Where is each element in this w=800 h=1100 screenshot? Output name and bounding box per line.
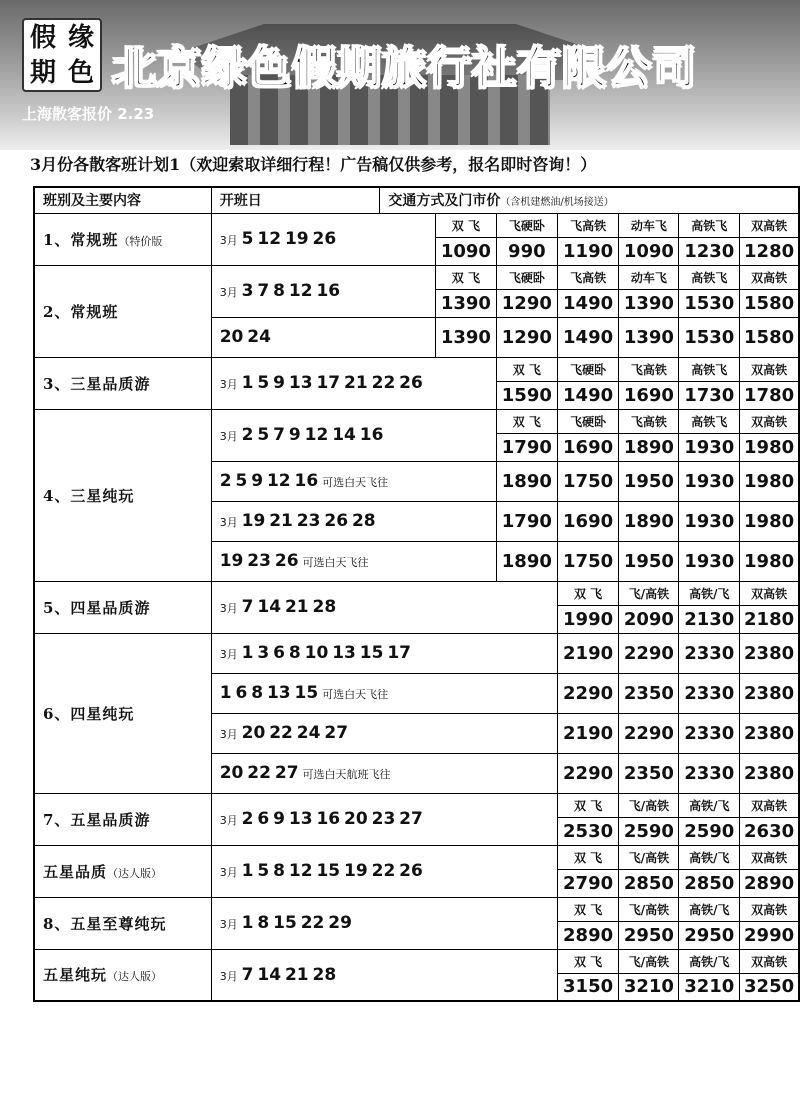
- transport-label: 双 飞: [557, 949, 619, 973]
- price-cell: 1930: [679, 433, 740, 461]
- price-cell: 2290: [557, 753, 619, 793]
- date-note: 可选白天飞往: [322, 688, 389, 701]
- table-row: [34, 409, 799, 433]
- price-cell: 2630: [740, 817, 799, 845]
- month-label: 3月: [219, 378, 238, 391]
- price-cell: 2350: [619, 753, 679, 793]
- price-cell: 1090: [435, 237, 496, 265]
- price-cell: 1580: [740, 289, 799, 317]
- start-dates: [211, 213, 435, 265]
- price-cell: 2330: [679, 673, 740, 713]
- month-label: 3月: [219, 814, 238, 827]
- header-note: （含机建燃油/机场接送）: [500, 197, 614, 209]
- start-dates: [211, 793, 557, 845]
- price-cell: 1750: [557, 541, 619, 581]
- price-cell: 1980: [740, 541, 799, 581]
- transport-label: 高铁飞: [679, 409, 740, 433]
- price-cell: 2290: [619, 633, 679, 673]
- transport-label: 高铁/飞: [679, 581, 740, 605]
- header-start-date: 开班日: [211, 187, 380, 213]
- price-cell: 1890: [619, 501, 679, 541]
- transport-label: 双 飞: [496, 357, 557, 381]
- transport-label: 飞硬卧: [496, 213, 557, 237]
- transport-label: 双高铁: [740, 949, 799, 973]
- transport-label: 高铁/飞: [679, 845, 740, 869]
- course-name: [34, 213, 211, 265]
- transport-label: 双 飞: [435, 213, 496, 237]
- table-row: [34, 357, 799, 381]
- price-cell: 1690: [557, 433, 619, 461]
- transport-label: 双高铁: [740, 897, 799, 921]
- course-name: [34, 949, 211, 1001]
- price-cell: 1980: [740, 461, 799, 501]
- transport-label: 高铁/飞: [679, 897, 740, 921]
- start-dates: [211, 845, 557, 897]
- course-note: （达人版）: [107, 866, 163, 880]
- header-banner: [0, 0, 800, 150]
- price-table: [33, 186, 800, 1002]
- date-note: 可选白天航班飞往: [302, 768, 391, 781]
- date-list: 19 23 26: [219, 551, 299, 571]
- transport-label: 飞/高铁: [619, 897, 679, 921]
- price-cell: 1890: [496, 541, 557, 581]
- price-cell: 2330: [679, 713, 740, 753]
- price-cell: 2890: [557, 921, 619, 949]
- start-dates: [211, 753, 557, 793]
- price-cell: 1390: [435, 289, 496, 317]
- date-list: 5 12 19 26: [241, 229, 337, 249]
- transport-label: 双 飞: [496, 409, 557, 433]
- table-header-row: [34, 187, 799, 213]
- course-name-text: 五星纯玩: [43, 966, 108, 985]
- course-name-text: 五星品质: [43, 862, 108, 881]
- price-cell: 2590: [619, 817, 679, 845]
- price-cell: 1790: [496, 433, 557, 461]
- price-cell: 2380: [740, 753, 799, 793]
- date-list: 1 3 6 8 10 13 15 17: [241, 643, 412, 663]
- price-cell: 2190: [557, 633, 619, 673]
- price-cell: 1930: [679, 461, 740, 501]
- price-cell: 2530: [557, 817, 619, 845]
- course-name: [34, 265, 211, 357]
- price-cell: 1530: [679, 317, 740, 357]
- date-note: 可选白天飞往: [302, 556, 369, 569]
- transport-label: 飞硬卧: [557, 409, 619, 433]
- date-list: 2 5 9 12 16: [219, 471, 319, 491]
- table-row: [34, 949, 799, 973]
- transport-label: 高铁/飞: [679, 949, 740, 973]
- transport-label: 高铁飞: [679, 265, 740, 289]
- quote-subtitle: 上海散客报价 2.23: [22, 105, 155, 123]
- course-name-text: 1、常规班: [43, 230, 119, 249]
- start-dates: [211, 581, 557, 633]
- start-dates: [211, 317, 435, 357]
- price-cell: 1290: [496, 289, 557, 317]
- start-dates: [211, 897, 557, 949]
- price-cell: 1980: [740, 501, 799, 541]
- price-cell: 1490: [557, 289, 619, 317]
- price-cell: 1190: [557, 237, 619, 265]
- start-dates: [211, 673, 557, 713]
- course-name-text: 3、三星品质游: [43, 374, 151, 393]
- transport-label: 双高铁: [740, 265, 799, 289]
- transport-label: 双 飞: [557, 845, 619, 869]
- price-cell: 1090: [619, 237, 679, 265]
- transport-label: 飞硬卧: [496, 265, 557, 289]
- date-list: 19 21 23 26 28: [241, 511, 376, 531]
- price-cell: 3210: [619, 973, 679, 1001]
- price-cell: 1790: [496, 501, 557, 541]
- course-note: （特价版: [118, 234, 163, 248]
- price-cell: 1390: [619, 317, 679, 357]
- price-cell: 2290: [557, 673, 619, 713]
- course-name-text: 7、五星品质游: [43, 810, 151, 829]
- table-row: [34, 897, 799, 921]
- date-list: 1 8 15 22 29: [241, 913, 352, 933]
- course-name: [34, 897, 211, 949]
- logo-char: 缘: [67, 22, 94, 53]
- price-cell: 1950: [619, 461, 679, 501]
- transport-label: 高铁飞: [679, 213, 740, 237]
- price-cell: 2330: [679, 633, 740, 673]
- price-cell: 2890: [740, 869, 799, 897]
- start-dates: [211, 541, 496, 581]
- transport-label: 双 飞: [435, 265, 496, 289]
- price-cell: 2850: [619, 869, 679, 897]
- course-name-text: 4、三星纯玩: [43, 486, 135, 505]
- price-cell: 2850: [679, 869, 740, 897]
- date-list: 20 22 24 27: [241, 723, 349, 743]
- transport-label: 双高铁: [740, 357, 799, 381]
- price-cell: 2290: [619, 713, 679, 753]
- transport-label: 双高铁: [740, 213, 799, 237]
- date-list: 1 6 8 13 15: [219, 683, 319, 703]
- course-name: [34, 845, 211, 897]
- start-dates: [211, 633, 557, 673]
- date-list: 2 5 7 9 12 14 16: [241, 425, 384, 445]
- transport-label: 飞高铁: [619, 409, 679, 433]
- price-cell: 2380: [740, 713, 799, 753]
- price-cell: 2190: [557, 713, 619, 753]
- month-label: 3月: [219, 866, 238, 879]
- price-cell: 2990: [740, 921, 799, 949]
- price-cell: 1490: [557, 317, 619, 357]
- price-cell: 1890: [619, 433, 679, 461]
- date-list: 2 6 9 13 16 20 23 27: [241, 809, 423, 829]
- transport-label: 动车飞: [619, 213, 679, 237]
- transport-label: 双 飞: [557, 581, 619, 605]
- price-cell: 1530: [679, 289, 740, 317]
- table-row: [34, 581, 799, 605]
- price-cell: 1230: [679, 237, 740, 265]
- transport-label: 飞/高铁: [619, 581, 679, 605]
- price-cell: 1690: [557, 501, 619, 541]
- price-cell: 1490: [557, 381, 619, 409]
- table-row: [34, 793, 799, 817]
- company-logo: [22, 18, 102, 92]
- transport-label: 飞高铁: [557, 213, 619, 237]
- date-list: 3 7 8 12 16: [241, 281, 341, 301]
- course-name-text: 2、常规班: [43, 302, 119, 321]
- price-cell: 1890: [496, 461, 557, 501]
- price-cell: 2380: [740, 633, 799, 673]
- transport-label: 双 飞: [557, 793, 619, 817]
- start-dates: [211, 265, 435, 317]
- logo-char: 假: [29, 22, 56, 53]
- transport-label: 双高铁: [740, 845, 799, 869]
- price-cell: 1750: [557, 461, 619, 501]
- transport-label: 飞高铁: [557, 265, 619, 289]
- transport-label: 飞/高铁: [619, 949, 679, 973]
- start-dates: [211, 357, 496, 409]
- transport-label: 飞/高铁: [619, 793, 679, 817]
- price-cell: 1390: [619, 289, 679, 317]
- month-label: 3月: [219, 918, 238, 931]
- price-cell: 3210: [679, 973, 740, 1001]
- date-note: 可选白天飞往: [322, 476, 389, 489]
- month-label: 3月: [219, 728, 238, 741]
- month-label: 3月: [219, 969, 238, 983]
- price-cell: 2590: [679, 817, 740, 845]
- price-cell: 2950: [679, 921, 740, 949]
- price-cell: 2380: [740, 673, 799, 713]
- transport-label: 双高铁: [740, 581, 799, 605]
- transport-label: 飞高铁: [619, 357, 679, 381]
- course-name: [34, 793, 211, 845]
- price-cell: 3250: [740, 973, 799, 1001]
- price-cell: 1590: [496, 381, 557, 409]
- price-cell: 1390: [435, 317, 496, 357]
- price-cell: 3150: [557, 973, 619, 1001]
- logo-char: 期: [29, 57, 56, 88]
- transport-label: 双高铁: [740, 793, 799, 817]
- table-row: [34, 265, 799, 289]
- course-name: [34, 357, 211, 409]
- month-label: 3月: [219, 648, 238, 661]
- logo-char: 色: [67, 57, 94, 88]
- month-label: 3月: [219, 430, 238, 443]
- course-name-text: 6、四星纯玩: [43, 704, 135, 723]
- course-name-text: 8、五星至尊纯玩: [43, 914, 167, 933]
- course-name: [34, 409, 211, 581]
- transport-label: 双 飞: [557, 897, 619, 921]
- date-list: 7 14 21 28: [241, 964, 337, 985]
- start-dates: [211, 713, 557, 753]
- date-list: 1 5 8 12 15 19 22 26: [241, 861, 423, 881]
- price-cell: 1930: [679, 541, 740, 581]
- month-label: 3月: [219, 516, 238, 529]
- transport-label: 高铁飞: [679, 357, 740, 381]
- price-cell: 2790: [557, 869, 619, 897]
- price-cell: 2330: [679, 753, 740, 793]
- table-row: [34, 213, 799, 237]
- price-cell: 1990: [557, 605, 619, 633]
- transport-label: 动车飞: [619, 265, 679, 289]
- price-cell: 2130: [679, 605, 740, 633]
- price-cell: 1280: [740, 237, 799, 265]
- start-dates: [211, 409, 496, 461]
- table-row: [34, 633, 799, 673]
- price-cell: 1690: [619, 381, 679, 409]
- transport-label: 高铁/飞: [679, 793, 740, 817]
- transport-label: 双高铁: [740, 409, 799, 433]
- course-name: [34, 633, 211, 793]
- price-cell: 1780: [740, 381, 799, 409]
- price-cell: 1580: [740, 317, 799, 357]
- month-label: 3月: [219, 602, 238, 615]
- transport-label: 飞硬卧: [557, 357, 619, 381]
- header-course: 班别及主要内容: [34, 187, 211, 213]
- price-cell: 1730: [679, 381, 740, 409]
- price-cell: 2950: [619, 921, 679, 949]
- date-list: 7 14 21 28: [241, 597, 337, 617]
- price-cell: 2090: [619, 605, 679, 633]
- month-label: 3月: [219, 234, 238, 247]
- table-row: [34, 845, 799, 869]
- price-cell: 2350: [619, 673, 679, 713]
- price-cell: 2180: [740, 605, 799, 633]
- price-cell: 1950: [619, 541, 679, 581]
- price-cell: 1980: [740, 433, 799, 461]
- start-dates: [211, 949, 557, 1001]
- transport-label: 飞/高铁: [619, 845, 679, 869]
- price-cell: 1930: [679, 501, 740, 541]
- date-list: 20 22 27: [219, 763, 299, 783]
- course-note: （达人版）: [107, 970, 163, 984]
- start-dates: [211, 501, 496, 541]
- price-cell: 990: [496, 237, 557, 265]
- date-list: 1 5 9 13 17 21 22 26: [241, 373, 423, 393]
- course-name: [34, 581, 211, 633]
- course-name-text: 5、四星品质游: [43, 598, 151, 617]
- date-list: 20 24: [219, 327, 271, 347]
- month-label: 3月: [219, 286, 238, 299]
- start-dates: [211, 461, 496, 501]
- company-name: 北京绿色假期旅行社有限公司: [112, 43, 697, 94]
- header-transport-price: 交通方式及门市价（含机建燃油/机场接送）: [380, 187, 799, 213]
- plan-title: 3月份各散客班计划1（欢迎索取详细行程！广告稿仅供参考，报名即时咨询！）: [30, 155, 597, 174]
- price-cell: 1290: [496, 317, 557, 357]
